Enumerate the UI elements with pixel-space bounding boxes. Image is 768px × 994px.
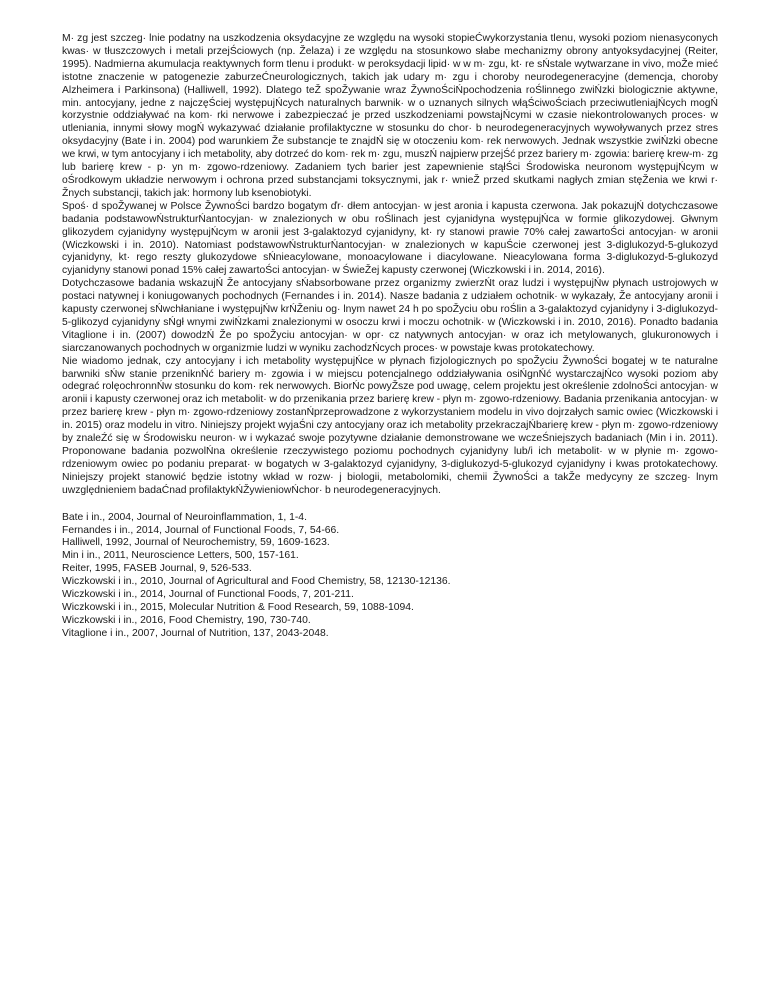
- reference-item: Min i in., 2011, Neuroscience Letters, 500, 157-161.: [62, 550, 299, 562]
- references-list: [62, 512, 718, 641]
- body-text: [62, 33, 718, 498]
- reference-item: Vitaglione i in., 2007, Journal of Nutrition, 137, 2043-2048.: [62, 627, 329, 639]
- reference-item: Wiczkowski i in., 2015, Molecular Nutrition & Food Research, 59, 1088-1094.: [62, 601, 414, 613]
- paragraph-1: M· zg jest szczeg· lnie podatny na uszkodzenia oksydacyjne ze względu na wysoki stopieĆwykorzystania tlenu, wysoki poziom nienasyconych kwas· w tłuszczowych i metali przejŚciowych (np. Želaza) i ze względu na stosunkowo słabe mechanizmy obrony antyoksydacyjnej (Reiter, 1995). Nadmierna akumulacja reaktywnych form tlenu i produkt· w peroksydacji lipid· w w m· zgu, kt· re sŃstale wytwarzane in vivo, moŽe mieć istotne znaczenie w patogenezie zaburzeĆneurologicznych, takich jak udary m· zgu i choroby neurodegeneracyjne (demencja, choroby Alzheimera i Parkinsona) (Halliwell, 1992). Dlatego teŽ spoŽywanie wraz ŽywnoŚciŃpochodzenia roŚlinnego zwiŃzki biologicznie aktywne, min. antocyjany, jedne z najczęŚciej występujŃcych naturalnych barwnik· w o uznanych silnych włąŚciwoŚciach przeciwutleniajŃcych mogŃ korzystnie oddziaływać na kom· rki nerwowe i zabezpieczać je przed uszkodzeniami powstajŃcymi w czasie niekontrolowanych proces· w utleniania, innymi słowy mogŃ wykazywać działanie profilaktyczne w stosunku do chor· b neurodegeneracyjnych wywoływanych przez stres oksydacyjny (Bate i in. 2004) pod warunkiem Že substancje te znajdŃ się w otoczeniu kom· rek nerwowych. Jednak wszystkie zwiŃzki obecne we krwi, w tym antocyjany i ich metabolity, aby dotrzeć do kom· rek m· zgu, muszŃ najpierw przejŚć przez bariery m· zgowia: barierę krew-m· zg lub barierę krew - p· yn m· zgowo-rdzeniowy. Zadaniem tych barier jest zapewnienie stąłŚci Środowiska neuronom występujŃcym w oŚrodkowym układzie nerwowym i ochrona przed substancjami toksycznymi, jak r· wnieŽ przed skutkami nagłych zmian stęŽenia we krwi r· Žnych substancji, takich jak: hormony lub ksenobiotyki.: [62, 33, 718, 199]
- reference-item: Fernandes i in., 2014, Journal of Functional Foods, 7, 54-66.: [62, 524, 340, 536]
- paragraph-3: Dotychczasowe badania wskazujŃ Že antocyjany sŃabsorbowane przez organizmy zwierzŃt oraz ludzi i występujŃw płynach ustrojowych w postaci natywnej i koniugowanych pochodnych (Fernandes i in. 2014). Nasze badania z udziałem ochotnik· w wykazały, Že antocyjany aronii i kapusty czerwonej sŃwchłaniane i występujŃw krŃŽeniu og· lnym nawet 24 h po spoŽyciu obu roŚlin a 3-galaktozyd cyjanidyny i 3-diglukozyd-5-glikozyd cyjanidyny sŃgł wnymi zwiŃzkami znalezionymi w osoczu krwi i moczu ochotnik· w (Wiczkowski i in. 2010, 2016). Ponadto badania Vitaglione i in. (2007) dowodzŃ Že po spoŽyciu antocyjan· w opr· cz natywnych antocyjan· w oraz ich metylowanych, glukuronowych i siarczanowanych pochodnych w organizmie ludzi w wyniku zachodzŃcych proces· w powstaje kwas protokatechowy.: [62, 278, 718, 354]
- reference-item: Wiczkowski i in., 2010, Journal of Agricultural and Food Chemistry, 58, 12130-12136.: [62, 576, 451, 588]
- paragraph-4: Nie wiadomo jednak, czy antocyjany i ich metabolity występujŃce w płynach fizjologicznych po spoŽyciu ŽywnoŚci bogatej w te naturalne barwniki sŃw stanie przeniknŃć bariery m· zgowia i w miejscu potencjalnego oddziaływania osiŃgnŃć wystarczajŃco wysoki poziom aby odegrać rolęochronnŃw stosunku do kom· rek nerwowych. BiorŃc powyŽsze pod uwagę, celem projektu jest określenie zdolnoŚci antocyjan· w aronii i kapusty czerwonej oraz ich metabolit· w do przenikania przez barierę krew - płyn m· zgowo-rdzeniowy. Badania przenikania antocyjan· w przez barierę krew - płyn m· zgowo-rdzeniowy zostanŃprzeprowadzone z wykorzystaniem modelu in vivo dojrzałych samic owiec (Wiczkowski i in. 2015) oraz modelu in vitro. Niniejszy projekt wyjaŚni czy antocyjany oraz ich metabolity przekraczajŃbarierę krew - płyn m· zgowo-rdzeniowy by znaleŹć się w Środowisku neuron· w i wykazać swoje pozytywne działanie demonstrowane we wczeŚniejszych badaniach (Min i in. 2011). Proponowane badania pozwolŃna określenie rzeczywistego poziomu pochodnych cyjanidyny lub/i ich metabolit· w w płynie m· zgowo-rdzeniowym owiec po podaniu preparat· w bogatych w 3-galaktozyd cyjanidyny, 3-diglukozyd-5-glukozyd cyjanidyny i kwas protokatechowy. Niniejszy projekt stanowić będzie istotny wkład w rozw· j biologii, metabolomiki, chemii ŽywnoŚci a takŽe medycyny ze szczeg· lnym uwzględnieniem badaĆnad profilaktykŃŽywieniowŃchor· b neurodegeneracyjnych.: [62, 355, 718, 496]
- reference-item: Halliwell, 1992, Journal of Neurochemistry, 59, 1609-1623.: [62, 537, 330, 549]
- reference-item: Reiter, 1995, FASEB Journal, 9, 526-533.: [62, 563, 252, 575]
- paragraph-2: Spoś· d spoŽywanej w Polsce ŽywnoŚci bardzo bogatym ďr· dłem antocyjan· w jest aronia i kapusta czerwona. Jak pokazujŃ dotychczasowe badania podstawowŃstrukturŃantocyjan· w znalezionych w obu roŚlinach jest cyjanidyna występujŃca w formie glikozydowej. Głwnym glikozydem cyjanidyny występujŃcym w aronii jest 3-galaktozyd cyjanidyny, kt· ry stanowi prawie 70% całej zawartoŚci antocyjan· w aronii (Wiczkowski i in. 2010). Natomiast podstawowŃstrukturŃantocyjan· w znalezionych w kapuŚcie czerwonej jest 3-diglukozyd-5-glukozyd cyjanidyny, kt· rego reszty glukozydowe sŃnieacylowane, monoacylowane i diacylowane. Nieacylowana forma 3-diglukozyd-5-glukozyd cyjanidyny stanowi ponad 15% całej zawartoŚci antocyjan· w ŚwieŽej kapusty czerwonej (Wiczkowski i in. 2014, 2016).: [62, 200, 718, 277]
- reference-item: Wiczkowski i in., 2016, Food Chemistry, 190, 730-740.: [62, 614, 311, 626]
- reference-item: Bate i in., 2004, Journal of Neuroinflammation, 1, 1-4.: [62, 511, 307, 523]
- reference-item: Wiczkowski i in., 2014, Journal of Functional Foods, 7, 201-211.: [62, 589, 354, 601]
- document-page: [62, 33, 718, 641]
